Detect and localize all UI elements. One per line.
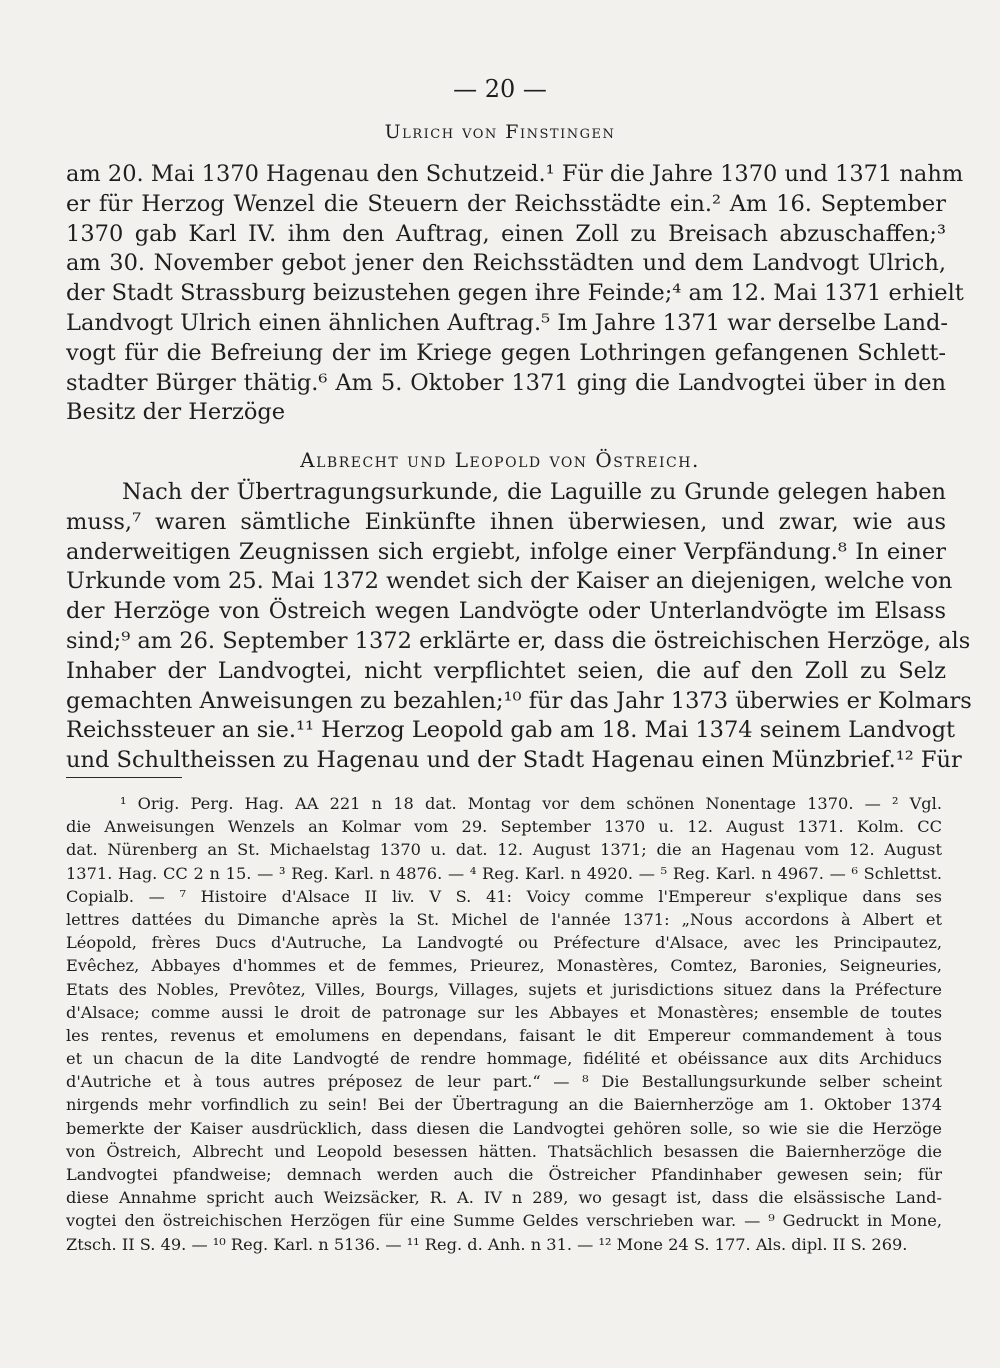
- text-line: gemachten Anweisungen zu bezahlen;¹⁰ für das Jahr 1373 überwies er Kolmars: [66, 687, 972, 714]
- text-line: sind;⁹ am 26. September 1372 erklärte er, dass die östreichischen Herzöge, als: [66, 627, 971, 654]
- footnote-line: Etats des Nobles, Prevôtez, Villes, Bourgs, Villages, sujets et jurisdictions situez dans la Préfecture: [66, 979, 942, 999]
- footnote-line: diese Annahme spricht auch Weizsäcker, R. A. IV n 289, wo gesagt ist, dass die elsässische Land-: [66, 1188, 942, 1208]
- footnote-line: Léopold, frères Ducs d'Autruche, La Landvogté ou Préfecture d'Alsace, avec les Principautez,: [66, 933, 942, 953]
- text-line: stadter Bürger thätig.⁶ Am 5. Oktober 1371 ging die Landvogtei über in den: [66, 369, 946, 396]
- text-line: anderweitigen Zeugnissen sich ergiebt, infolge einer Verpfändung.⁸ In einer: [66, 538, 946, 565]
- footnote-line: bemerkte der Kaiser ausdrücklich, dass diesen die Landvogtei gehören solle, so wie sie die Herzöge: [66, 1118, 942, 1138]
- text-line: Besitz der Herzöge: [66, 399, 286, 426]
- text-line: und Schultheissen zu Hagenau und der Stadt Hagenau einen Münzbrief.¹² Für: [66, 747, 962, 774]
- text-line: am 30. November gebot jener den Reichsstädten und dem Landvogt Ulrich,: [66, 250, 946, 277]
- footnote-line: von Östreich, Albrecht und Leopold besessen hätten. Thatsächlich besassen die Baiernherzöge die: [66, 1141, 942, 1161]
- footnote-line: Copialb. — ⁷ Histoire d'Alsace II liv. V S. 41: Voicy comme l'Empereur s'explique dans ses: [66, 886, 942, 906]
- text-line: Reichssteuer an sie.¹¹ Herzog Leopold gab am 18. Mai 1374 seinem Landvogt: [66, 717, 956, 744]
- footnotes: [66, 792, 942, 1256]
- text-line: Landvogt Ulrich einen ähnlichen Auftrag.⁵ Im Jahre 1371 war derselbe Land-: [66, 309, 949, 336]
- paragraph-2: [66, 478, 972, 776]
- footnote-separator: [66, 777, 182, 778]
- footnote-line: vogtei den östreichischen Herzögen für eine Summe Geldes verschrieben war. — ⁹ Gedruckt in Mone,: [66, 1211, 942, 1231]
- text-line: Urkunde vom 25. Mai 1372 wendet sich der Kaiser an diejenigen, welche von: [66, 568, 953, 595]
- page-number: — 20 —: [453, 75, 547, 103]
- text-line: er für Herzog Wenzel die Steuern der Reichsstädte ein.² Am 16. September: [66, 190, 946, 217]
- footnote-line: dat. Nürenberg an St. Michaelstag 1370 u. dat. 12. August 1371; die an Hagenau vom 12. August: [66, 840, 942, 860]
- footnote-line: die Anweisungen Wenzels an Kolmar vom 29. September 1370 u. 12. August 1371. Kolm. CC: [66, 817, 942, 837]
- footnote-line: Ztsch. II S. 49. — ¹⁰ Reg. Karl. n 5136. — ¹¹ Reg. d. Anh. n 31. — ¹² Mone 24 S. 177. Als. dipl. II S. 269.: [66, 1234, 908, 1254]
- footnote-line: lettres dattées du Dimanche après la St. Michel de l'année 1371: „Nous accordons à Albert et: [66, 909, 942, 929]
- paragraph-1: [66, 160, 964, 428]
- footnote-line: ¹ Orig. Perg. Hag. AA 221 n 18 dat. Montag vor dem schönen Nonentage 1370. — ² Vgl.: [120, 794, 942, 813]
- text-line: der Stadt Strassburg beizustehen gegen ihre Feinde;⁴ am 12. Mai 1371 erhielt: [66, 280, 964, 307]
- text-line: vogt für die Befreiung der im Kriege gegen Lothringen gefangenen Schlett-: [66, 339, 946, 366]
- footnote-line: 1371. Hag. CC 2 n 15. — ³ Reg. Karl. n 4876. — ⁴ Reg. Karl. n 4920. — ⁵ Reg. Karl. n 4967. — ⁶ Schlettst.: [66, 863, 942, 883]
- text-line: muss,⁷ waren sämtliche Einkünfte ihnen überwiesen, und zwar, wie aus: [66, 508, 946, 535]
- text-line: am 20. Mai 1370 Hagenau den Schutzeid.¹ Für die Jahre 1370 und 1371 nahm: [66, 161, 964, 187]
- footnote-line: les rentes, revenus et emolumens en dependans, faisant le dit Empereur commandement à tous: [66, 1025, 942, 1045]
- running-head: Ulrich von Finstingen: [384, 121, 616, 143]
- text-line: Nach der Übertragungsurkunde, die Laguille zu Grunde gelegen haben: [122, 479, 946, 505]
- footnote-line: d'Autriche et à tous autres préposez de leur part.“ — ⁸ Die Bestallungsurkunde selber scheint: [66, 1072, 942, 1092]
- footnote-line: Evêchez, Abbayes d'hommes et de femmes, Prieurez, Monastères, Comtez, Baronies, Seigneuries,: [66, 956, 942, 976]
- footnote-line: nirgends mehr vorfindlich zu sein! Bei der Übertragung an die Baiernherzöge am 1. Oktober 1374: [66, 1095, 942, 1115]
- section-heading: Albrecht und Leopold von Östreich.: [300, 448, 700, 472]
- footnote-line: d'Alsace; comme aussi le droit de patronage sur les Abbayes et Monastères; ensemble de toutes: [66, 1002, 942, 1022]
- footnote-line: Landvogtei pfandweise; demnach werden auch die Östreicher Pfandinhaber gewesen sein; für: [66, 1165, 942, 1184]
- text-line: 1370 gab Karl IV. ihm den Auftrag, einen Zoll zu Breisach abzuschaffen;³: [66, 220, 946, 247]
- text-line: Inhaber der Landvogtei, nicht verpflichtet seien, die auf den Zoll zu Selz: [66, 657, 946, 684]
- footnote-line: et un chacun de la dite Landvogté de rendre hommage, fidélité et obéissance aux dits Archiducs: [66, 1049, 942, 1069]
- text-line: der Herzöge von Östreich wegen Landvögte oder Unterlandvögte im Elsass: [66, 598, 946, 625]
